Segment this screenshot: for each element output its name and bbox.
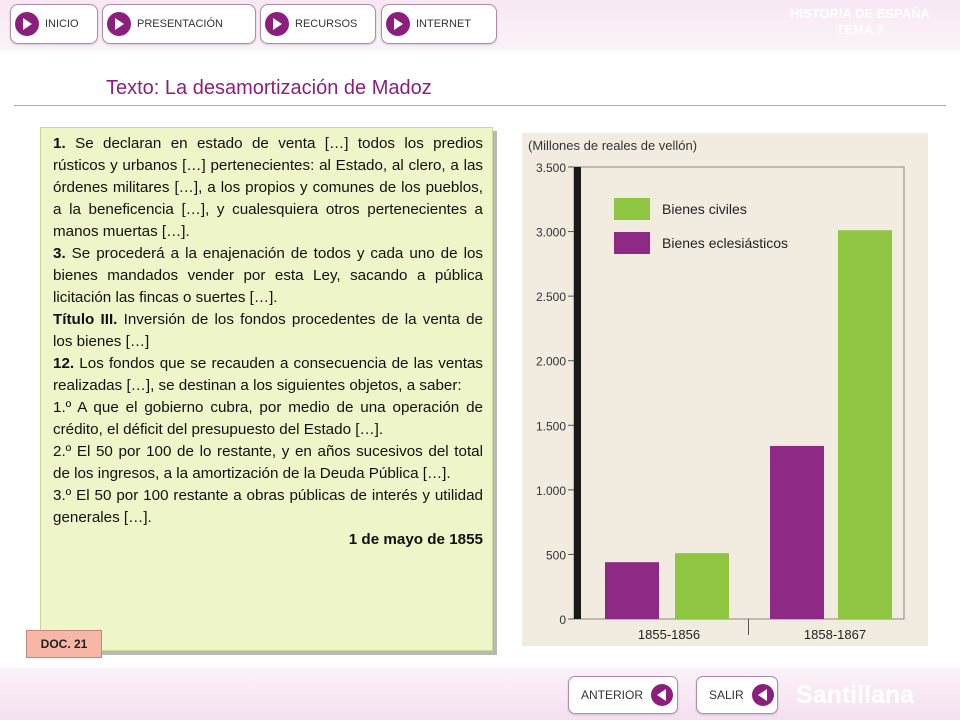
nav-inicio-label: INICIO — [45, 18, 79, 30]
back-arrow-icon — [752, 684, 774, 706]
doc-paragraph — [53, 243, 483, 309]
legend-label: Bienes eclesiásticos — [662, 235, 789, 251]
x-tick-label: 1858-1867 — [803, 627, 867, 642]
y-tick-label: 1.500 — [535, 419, 566, 434]
nav-inicio-button[interactable] — [10, 4, 98, 44]
document-date: 1 de mayo de 1855 — [348, 531, 483, 548]
play-arrow-icon — [107, 12, 131, 36]
doc-paragraph — [53, 309, 483, 353]
legend-swatch — [614, 198, 650, 220]
doc-paragraph — [53, 353, 483, 397]
anterior-label: ANTERIOR — [581, 688, 644, 702]
play-arrow-icon — [15, 12, 39, 36]
doc-paragraph-number: 3. — [53, 245, 66, 262]
course-title-line2: TEMA 7 — [836, 22, 884, 37]
doc-paragraph-text: 2.º El 50 por 100 de lo restante, y en años sucesivos del total de los ingresos, a la amortización de la Deuda Pública […]. — [53, 443, 483, 482]
nav-presentacion-label: PRESENTACIÓN — [137, 18, 223, 30]
bar-chart — [522, 133, 928, 646]
y-tick-label: 1.000 — [535, 483, 566, 498]
doc-paragraph-text: Se procederá a la enajenación de todos y cada uno de los bienes mandados vender por esta Ley, sacando a pública licitación las fincas o suertes […]. — [53, 245, 483, 306]
salir-label: SALIR — [709, 688, 744, 702]
y-tick-label: 2.000 — [535, 354, 566, 369]
bar-eclesiasticos-1 — [605, 562, 659, 619]
chart-title: (Millones de reales de vellón) — [528, 138, 698, 153]
salir-button[interactable] — [696, 676, 778, 714]
bar-eclesiasticos-2 — [770, 446, 824, 619]
y-tick-label: 3.000 — [535, 225, 566, 240]
doc-paragraph-text: Se declaran en estado de venta […] todos los predios rústicos y urbanos […] pertenecientes: al Estado, al clero, a las órdenes militares […], a los propios y comunes de los pueblos, a la beneficencia […], y cualesquiera otros pertenecientes a manos muertas […]. — [53, 135, 483, 240]
bar-civiles-2 — [838, 230, 892, 619]
doc-paragraph — [53, 133, 483, 243]
doc-paragraph-number: 1. — [53, 135, 66, 152]
title-divider — [14, 105, 946, 106]
doc-paragraph-text: 3.º El 50 por 100 restante a obras públicas de interés y utilidad generales […]. — [53, 487, 483, 526]
anterior-button[interactable] — [568, 676, 678, 714]
doc-paragraph — [53, 397, 483, 441]
doc-paragraph-number: Título III. — [53, 311, 118, 328]
y-tick-label: 500 — [545, 548, 566, 563]
nav-internet-button[interactable] — [381, 4, 497, 44]
nav-presentacion-button[interactable] — [102, 4, 256, 44]
y-axis-bar — [574, 167, 581, 619]
page-title: Texto: La desamortización de Madoz — [106, 77, 432, 99]
x-tick-label: 1855-1856 — [637, 627, 701, 642]
document-text-box — [40, 127, 493, 651]
course-title — [760, 6, 960, 38]
play-arrow-icon — [265, 12, 289, 36]
doc-paragraph-text: Inversión de los fondos procedentes de la venta de los bienes […] — [53, 311, 483, 350]
doc-paragraph-text: Los fondos que se recauden a consecuencia de las ventas realizadas […], se destinan a los siguientes objetos, a saber: — [53, 355, 483, 394]
chart-panel — [522, 133, 928, 646]
back-arrow-icon — [651, 684, 673, 706]
y-tick-label: 2.500 — [535, 290, 566, 305]
brand-logo-text: Santillana — [796, 681, 915, 709]
play-arrow-icon — [386, 12, 410, 36]
nav-internet-label: INTERNET — [416, 18, 471, 30]
doc-paragraph — [53, 441, 483, 485]
legend-swatch — [614, 232, 650, 254]
bar-civiles-1 — [675, 553, 729, 619]
y-tick-label: 3.500 — [535, 161, 566, 175]
doc-paragraph-number: 12. — [53, 355, 75, 372]
document-tag: DOC. 21 — [26, 630, 102, 658]
course-title-line1: HISTORIA DE ESPAÑA — [790, 6, 930, 21]
y-tick-label: 0 — [559, 613, 566, 627]
nav-recursos-button[interactable] — [260, 4, 376, 44]
legend-label: Bienes civiles — [662, 201, 747, 217]
nav-recursos-label: RECURSOS — [295, 18, 358, 30]
doc-paragraph — [53, 485, 483, 529]
doc-paragraph-text: 1.º A que el gobierno cubra, por medio de una operación de crédito, el déficit del presupuesto del Estado […]. — [53, 399, 483, 438]
